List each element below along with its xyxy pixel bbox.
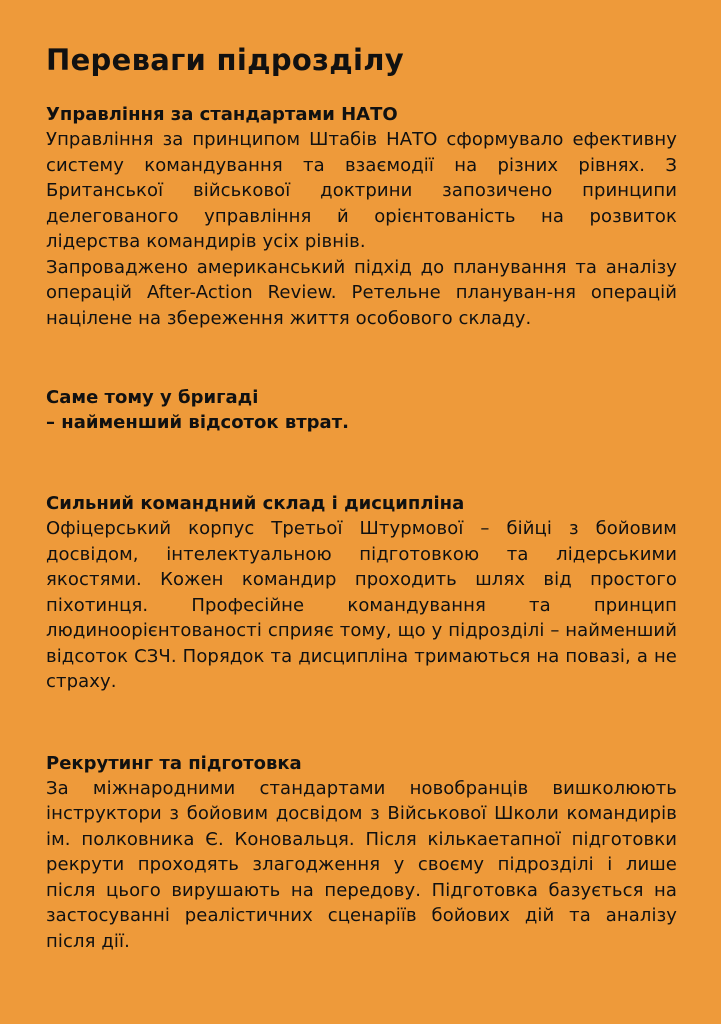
section-nato-management	[46, 102, 677, 331]
section-command-discipline	[46, 491, 677, 695]
section-heading-command: Сильний командний склад і дисципліна	[46, 493, 465, 514]
paragraph-nato-1: Управління за принципом Штабів НАТО сформувало ефективну систему командування та взаємодії на різних рівнях. З Британської військової доктрини запозичено принципи делегованого управління й орієнтованість на розвиток лідерства командирів усіх рівнів.	[46, 129, 677, 252]
section-heading-nato: Управління за стандартами НАТО	[46, 104, 398, 125]
paragraph-recruiting: За міжнародними стандартами новобранців вишколюють інструктори з бойовим досвідом з Військової Школи командирів ім. полковника Є. Коновальця. Після кількаетапної підготовки рекрути проходять злагодження у своєму підрозділі і лише після цього вирушають на передову. Підготовка базується на застосуванні реалістичних сценаріїв бойових дій та аналізу після дії.	[46, 777, 677, 952]
highlight-line-2: – найменший відсоток втрат.	[46, 412, 349, 433]
page-title: Переваги підрозділу	[46, 43, 404, 77]
section-highlight	[46, 385, 677, 435]
section-recruiting	[46, 751, 677, 955]
paragraph-command: Офіцерський корпус Третьої Штурмової – бійці з бойовим досвідом, інтелектуальною підготовкою та лідерськими якостями. Кожен командир проходить шлях від простого піхотинця. Професійне командування та принцип людиноорієнтованості сприяє тому, що у підрозділі – найменший відсоток СЗЧ. Порядок та дисципліна тримаються на повазі, а не страху.	[46, 518, 677, 692]
paragraph-nato-2: Запроваджено американський підхід до планування та аналізу операцій After-Action Review. Ретельне плануван-ня операцій націлене на збереження життя особового складу.	[46, 256, 677, 329]
highlight-line-1: Саме тому у бригаді	[46, 387, 259, 408]
section-heading-recruiting: Рекрутинг та підготовка	[46, 752, 302, 774]
